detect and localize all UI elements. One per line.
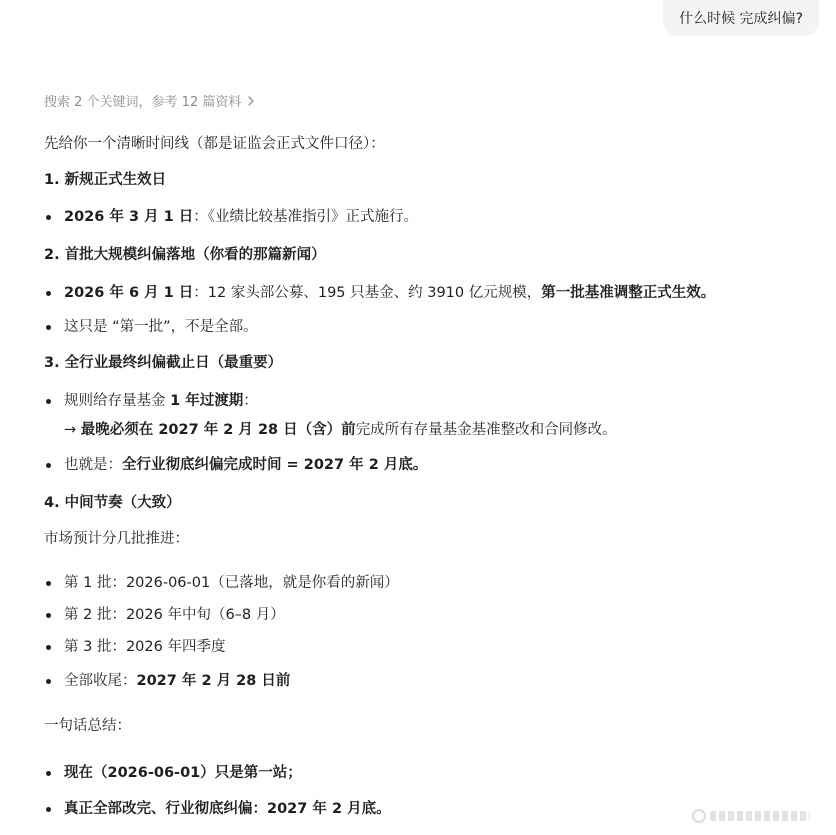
summary-item — [44, 799, 391, 819]
section-2-bullet-1 — [44, 283, 715, 303]
effective-date-desc: ：《业绩比较基准指引》正式施行。 — [193, 209, 419, 225]
wrapup-date: 2027 年 2 月 28 日前 — [136, 673, 291, 689]
watermark-mark — [710, 811, 810, 821]
deadline-desc: 完成所有存量基金基准整改和合同修改。 — [355, 422, 617, 438]
summary-item — [44, 763, 302, 783]
transition-pre: 规则给存量基金 — [64, 393, 171, 409]
wrapup-pre: 全部收尾： — [64, 673, 137, 689]
user-message-text: 什么时候 完成纠偏? — [679, 11, 803, 27]
transition-period: 1 年过渡期 — [170, 393, 244, 409]
section-4-intro: 市场预计分几批推进： — [44, 531, 189, 547]
effective-date: 2026 年 3 月 1 日 — [64, 209, 194, 225]
search-sources-toggle[interactable] — [44, 91, 256, 110]
section-3-heading: 3. 全行业最终纠偏截止日（最重要） — [44, 355, 283, 371]
section-2-bullet-2: 这只是 “第一批”，不是全部。 — [44, 317, 258, 337]
list-item: 第 2 批：2026 年中旬（6–8 月） — [44, 605, 285, 625]
list-item: 第 1 批：2026-06-01（已落地，就是你看的新闻） — [44, 573, 399, 593]
search-sources-label: 搜索 2 个关键词，参考 12 篇资料 — [44, 95, 242, 110]
deadline-text: 最晚必须在 2027 年 2 月 28 日（含）前 — [80, 422, 356, 438]
user-message-bubble — [663, 0, 819, 36]
list-item — [44, 671, 290, 691]
deadline-arrow: → — [64, 422, 81, 438]
watermark-logo — [692, 807, 810, 825]
watermark-circle-icon — [692, 809, 706, 823]
list-item: 第 3 批：2026 年四季度 — [44, 637, 225, 657]
first-batch-date: 2026 年 6 月 1 日 — [64, 285, 194, 301]
section-3-bullet-2 — [44, 455, 427, 475]
section-1-bullet-1 — [44, 207, 418, 227]
section-2-heading: 2. 首批大规模纠偏落地（你看的那篇新闻） — [44, 247, 326, 263]
final-deadline: 全行业彻底纠偏完成时间 = 2027 年 2 月底。 — [122, 457, 428, 473]
summary-item-text: 真正全部改完、行业彻底纠偏：2027 年 2 月底。 — [64, 801, 391, 817]
chevron-right-icon — [246, 94, 256, 108]
section-1-heading: 1. 新规正式生效日 — [44, 172, 167, 188]
summary-label: 一句话总结： — [44, 718, 131, 734]
transition-post: ： — [243, 393, 258, 409]
answer-intro: 先给你一个清晰时间线（都是证监会正式文件口径）： — [44, 136, 385, 152]
section-4-heading: 4. 中间节奏（大致） — [44, 495, 181, 511]
summary-pre: 也就是： — [64, 457, 122, 473]
first-batch-effective: 第一批基准调整正式生效。 — [541, 285, 716, 301]
summary-item-text: 现在（2026-06-01）只是第一站； — [64, 765, 302, 781]
section-3-bullet-1 — [44, 391, 617, 440]
first-batch-desc: ：12 家头部公募、195 只基金、约 3910 亿元规模， — [193, 285, 542, 301]
